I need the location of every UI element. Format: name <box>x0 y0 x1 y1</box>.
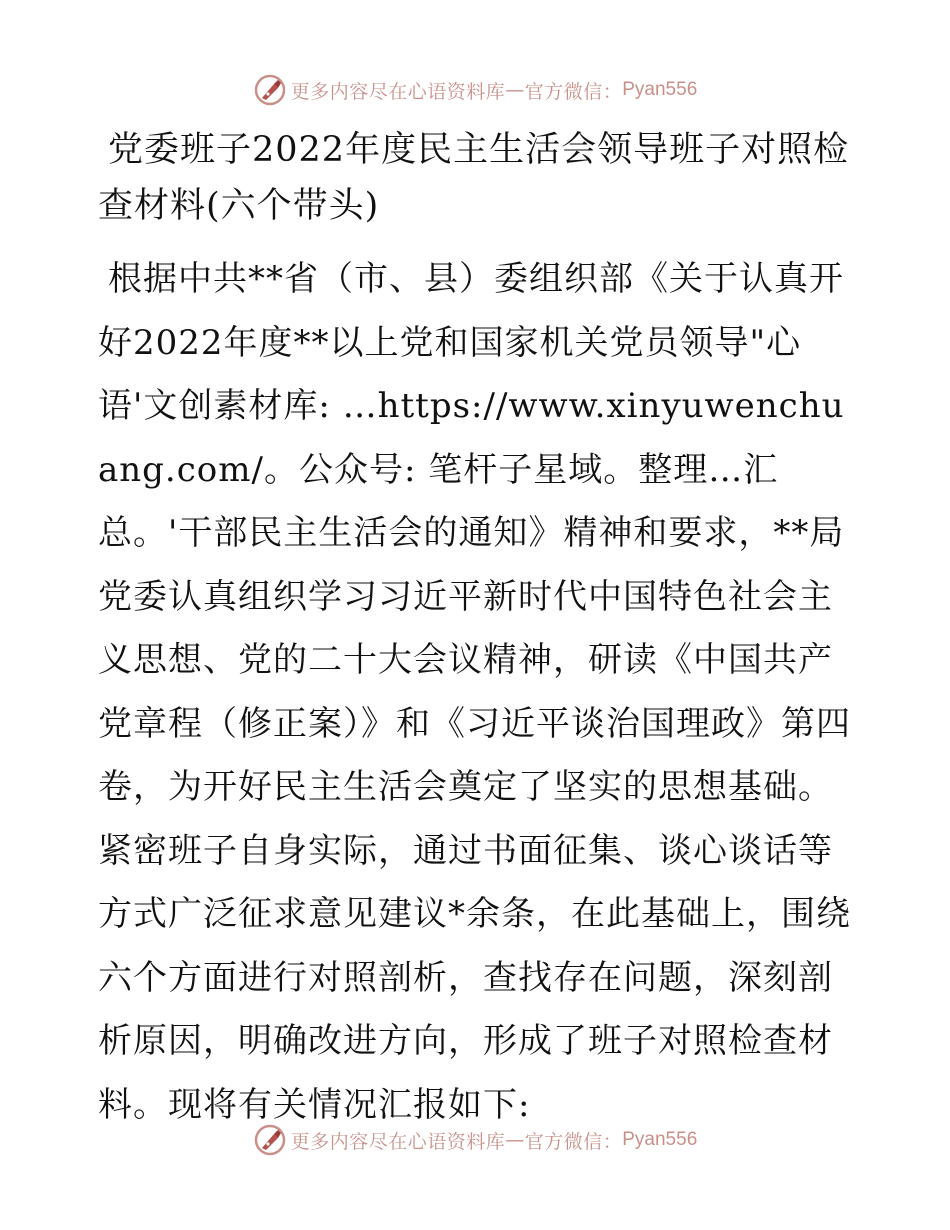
watermark-text: 更多内容尽在心语资料库 <box>290 1130 506 1153</box>
watermark-dash: — <box>505 79 525 101</box>
watermark-text: 更多内容尽在心语资料库 <box>290 80 506 103</box>
pen-nib-logo-icon <box>253 1123 287 1157</box>
header-watermark <box>0 70 950 110</box>
footer-watermark <box>0 1120 950 1160</box>
watermark-label: 官方微信： <box>524 80 623 103</box>
watermark-wechat-id: Pyan556 <box>622 79 698 100</box>
document-title: 党委班子2022年度民主生活会领导班子对照检查材料(六个带头) <box>98 130 850 226</box>
watermark-dash: — <box>505 1129 525 1151</box>
watermark-wechat-id: Pyan556 <box>622 1129 698 1150</box>
pen-nib-logo-icon <box>253 73 287 107</box>
watermark-label: 官方微信： <box>524 1130 623 1153</box>
document-body-paragraph: 根据中共**省（市、县）委组织部《关于认真开好2022年度**以上党和国家机关党员领导"心语'文创素材库: …https://www.xinyuwenchuang.com/。公众号: 笔杆子星域。整理…汇总。'干部民主生活会的通知》精神和要求，**局党委认真组织学习习近平新时代中国特色社会主义思想、党的二十大会议精神，研读《中国共产党章程（修正案）》和《习近平谈治国理政》第四卷，为开好民主生活会奠定了坚实的思想基础。紧密班子自身实际，通过书面征集、谈心谈话等方式广泛征求意见建议*余条，在此基础上，围绕六个方面进行对照剖析，查找存在问题，深刻剖析原因，明确改进方向，形成了班子对照检查材料。现将有关情况汇报如下: <box>98 259 851 1125</box>
